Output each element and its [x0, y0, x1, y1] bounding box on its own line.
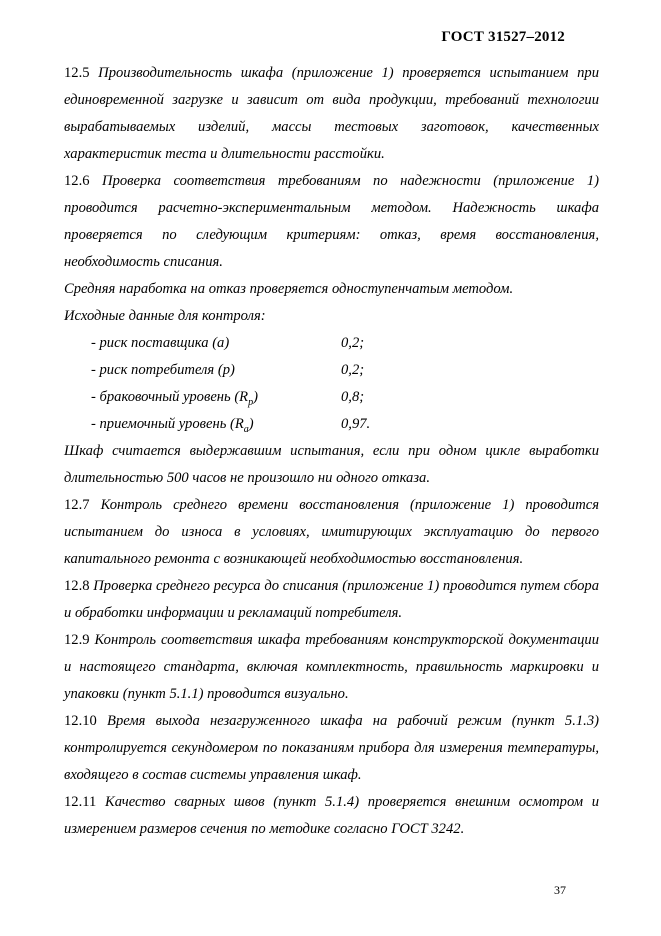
- list-item-value: 0,2;: [341, 362, 365, 378]
- paragraph-12-9: [64, 627, 599, 708]
- list-item-label: - риск потребителя (р): [91, 362, 235, 378]
- paragraph-12-6: [64, 168, 599, 276]
- list-item: [64, 411, 599, 438]
- section-number: 12.5: [64, 65, 90, 81]
- paragraph-mean-time: Средняя наработка на отказ проверяется одноступенчатым методом.: [64, 281, 514, 297]
- list-item: [64, 357, 599, 384]
- section-number: 12.10: [64, 713, 97, 729]
- paragraph-12-10: [64, 708, 599, 789]
- list-item-value: 0,8;: [341, 389, 365, 405]
- section-number: 12.11: [64, 794, 97, 810]
- list-item-value: 0,97.: [341, 416, 371, 432]
- paragraph-cabinet-passed: Шкаф считается выдержавшим испытания, если при одном цикле выработки длительностью 500 часов не произошло ни одного отказа.: [64, 443, 599, 486]
- paragraph-12-11: [64, 789, 599, 843]
- paragraph-input-data: Исходные данные для контроля:: [64, 308, 266, 324]
- paragraph-text: Производительность шкафа (приложение 1) проверяется испытанием при единовременной загрузке и зависит от вида продукции, требований технологии вырабатываемых изделий, массы тестовых заготовок, качественных характеристик теста и длительности расстойки.: [64, 65, 599, 162]
- paragraph-text: Время выхода незагруженного шкафа на рабочий режим (пункт 5.1.3) контролируется секундомером по показаниям прибора для измерения температуры, входящего в состав системы управления шкаф.: [64, 713, 599, 783]
- paragraph-text: Контроль среднего времени восстановления (приложение 1) проводится испытанием до износа в условиях, имитирующих эксплуатацию до первого капитального ремонта с возникающей необходимостью восстановления.: [64, 497, 599, 567]
- section-number: 12.8: [64, 578, 90, 594]
- list-item-value: 0,2;: [341, 335, 365, 351]
- list-item-label-tail: ): [248, 416, 254, 432]
- page-number: 37: [554, 883, 566, 897]
- list-item-label-tail: ): [253, 389, 258, 405]
- section-number: 12.9: [64, 632, 90, 648]
- section-number: 12.7: [64, 497, 90, 513]
- list-item-label: - приемочный уровень (R: [91, 416, 244, 432]
- paragraph-text: Контроль соответствия шкафа требованиям конструкторской документации и настоящего стандарта, включая комплектность, правильность маркировки и упаковки (пункт 5.1.1) проводится визуально.: [64, 632, 600, 702]
- section-number: 12.6: [64, 173, 90, 189]
- parameter-list: [64, 330, 599, 438]
- document-header: ГОСТ 31527–2012: [441, 29, 565, 45]
- list-item: [64, 330, 599, 357]
- paragraph-12-5: [64, 60, 599, 168]
- list-item-subscript: р: [248, 396, 254, 408]
- paragraph-12-7: [64, 492, 599, 573]
- document-body: [64, 60, 599, 843]
- paragraph-text: Проверка среднего ресурса до списания (приложение 1) проводится путем сбора и обработки информации и рекламаций потребителя.: [64, 578, 599, 621]
- list-item: [64, 384, 599, 411]
- paragraph-12-8: [64, 573, 599, 627]
- list-item-subscript: а: [243, 423, 249, 435]
- list-item-label: - риск поставщика (а): [91, 335, 230, 351]
- list-item-label: - браковочный уровень (R: [91, 389, 249, 405]
- paragraph-text: Проверка соответствия требованиям по надежности (приложение 1) проводится расчетно-экспериментальным методом. Надежность шкафа проверяется по следующим критериям: отказ, время восстановления, необходимость списания.: [64, 173, 599, 270]
- paragraph-text: Качество сварных швов (пункт 5.1.4) проверяется внешним осмотром и измерением размеров сечения по методике согласно ГОСТ 3242.: [64, 794, 599, 837]
